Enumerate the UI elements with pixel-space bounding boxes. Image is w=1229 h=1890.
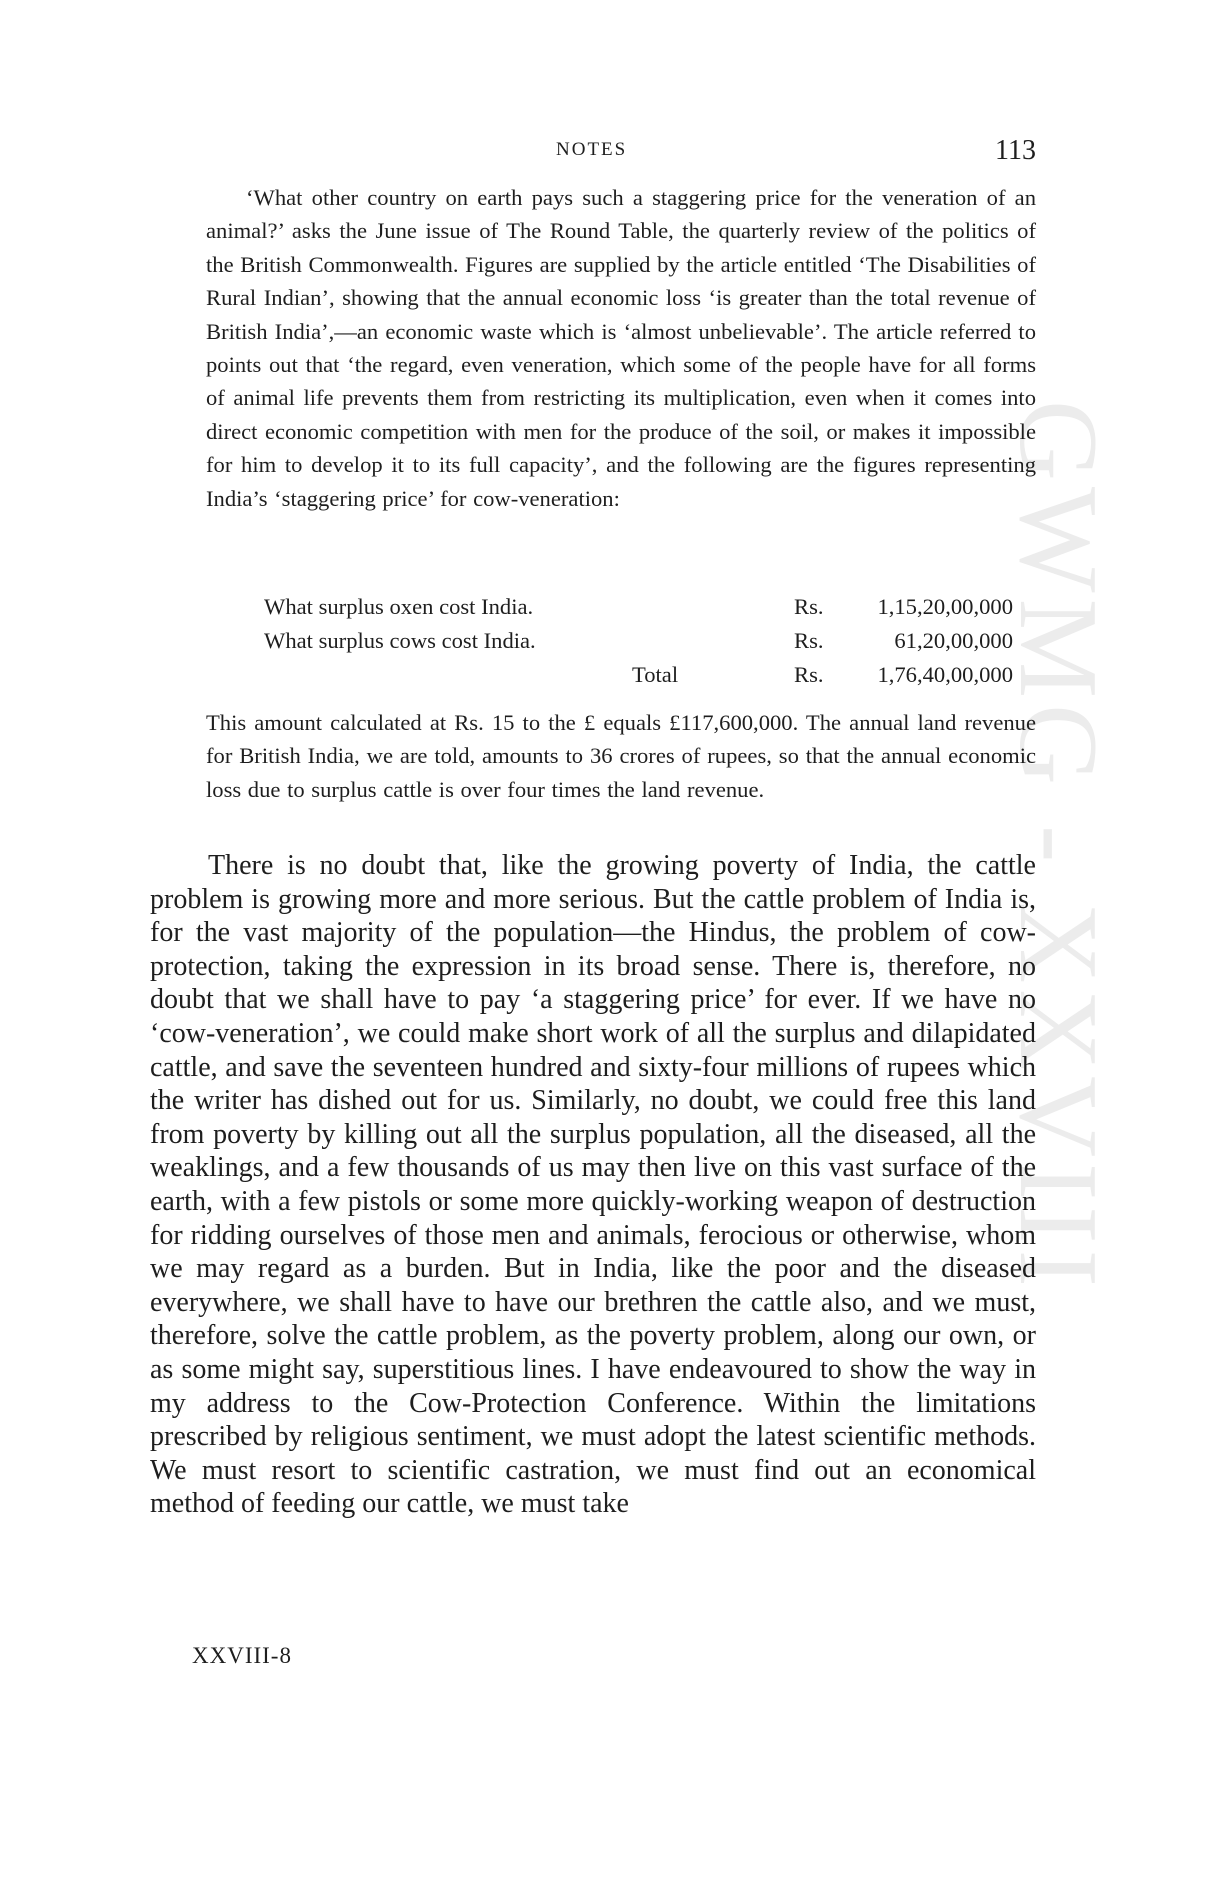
signature-mark: XXVIII-8: [192, 1643, 292, 1668]
table-row: [264, 594, 1024, 628]
row-currency: Rs.: [794, 628, 824, 653]
total-currency: Rs.: [794, 662, 824, 687]
total-amount: 1,76,40,00,000: [877, 662, 1013, 687]
row-amount: 1,15,20,00,000: [877, 594, 1013, 619]
section-title: NOTES: [556, 139, 628, 160]
total-row: [264, 662, 1024, 696]
page-number: 113: [995, 135, 1036, 166]
row-label: What surplus oxen cost India.: [264, 594, 534, 619]
running-head: [0, 135, 1229, 175]
quote-paragraph-1: ‘What other country on earth pays such a staggering price for the veneration of an animal?’ asks the June issue of The Round Table, the quarterly review of the politics of the British Commonwealth. Figures are supplied by the article entitled ‘The Disabilities of Rural Indian’, showing that the annual economic loss ‘is greater than the total revenue of British India’,—an economic waste which is ‘almost unbelievable’. The article referred to points out that ‘the regard, even veneration, which some of the people have for all forms of animal life prevents them from restricting its multiplication, even when it comes into direct economic competition with men for the produce of the soil, or makes it impossible for him to develop it to its full capacity’, and the following are the figures representing India’s ‘staggering price’ for cow-veneration:: [206, 185, 1036, 511]
quote-paragraph-2: This amount calculated at Rs. 15 to the £ equals £117,600,000. The annual land revenue for British India, we are told, amounts to 36 crores of rupees, so that the annual economic loss due to surplus cattle is over four times the land revenue.: [206, 710, 1036, 802]
quoted-passage-continued: [206, 706, 1036, 806]
table-row: [264, 628, 1024, 662]
row-label: What surplus cows cost India.: [264, 628, 536, 653]
body-paragraph: There is no doubt that, like the growing poverty of India, the cattle problem is growing more and more serious. But the cattle problem of India is, for the vast majority of the population—the Hindus, the problem of cow-protection, taking the expression in its broad sense. There is, therefore, no doubt that we shall have to pay ‘a staggering price’ for ever. If we have no ‘cow-veneration’, we could make short work of all the surplus and dilapidated cattle, and save the seventeen hundred and sixty-four millions of rupees which the writer has dished out for us. Similarly, no doubt, we could free this land from poverty by killing out all the surplus population, all the diseased, all the weaklings, and a few thousands of us may then live on this vast surface of the earth, with a few pistols or some more quickly-working weapon of destruction for ridding ourselves of those men and animals, ferocious or otherwise, whom we may regard as a burden. But in India, like the poor and the diseased everywhere, we shall have to have our brethren the cattle also, and we must, therefore, solve the cattle problem, as the poverty problem, along our own, or as some might say, superstitious lines. I have endeavoured to show the way in my address to the Cow-Protection Conference. Within the limitations prescribed by religious sentiment, we must adopt the latest scientific methods. We must resort to scientific castration, we must find out an economical method of feeding our cattle, we must take: [150, 850, 1036, 1520]
row-currency: Rs.: [794, 594, 824, 619]
row-amount: 61,20,00,000: [894, 628, 1013, 653]
cost-table: [264, 594, 1024, 696]
quoted-passage: [206, 181, 1036, 515]
watermark: GWMG - XXVIII: [996, 400, 1120, 1293]
total-label: Total: [632, 662, 679, 687]
